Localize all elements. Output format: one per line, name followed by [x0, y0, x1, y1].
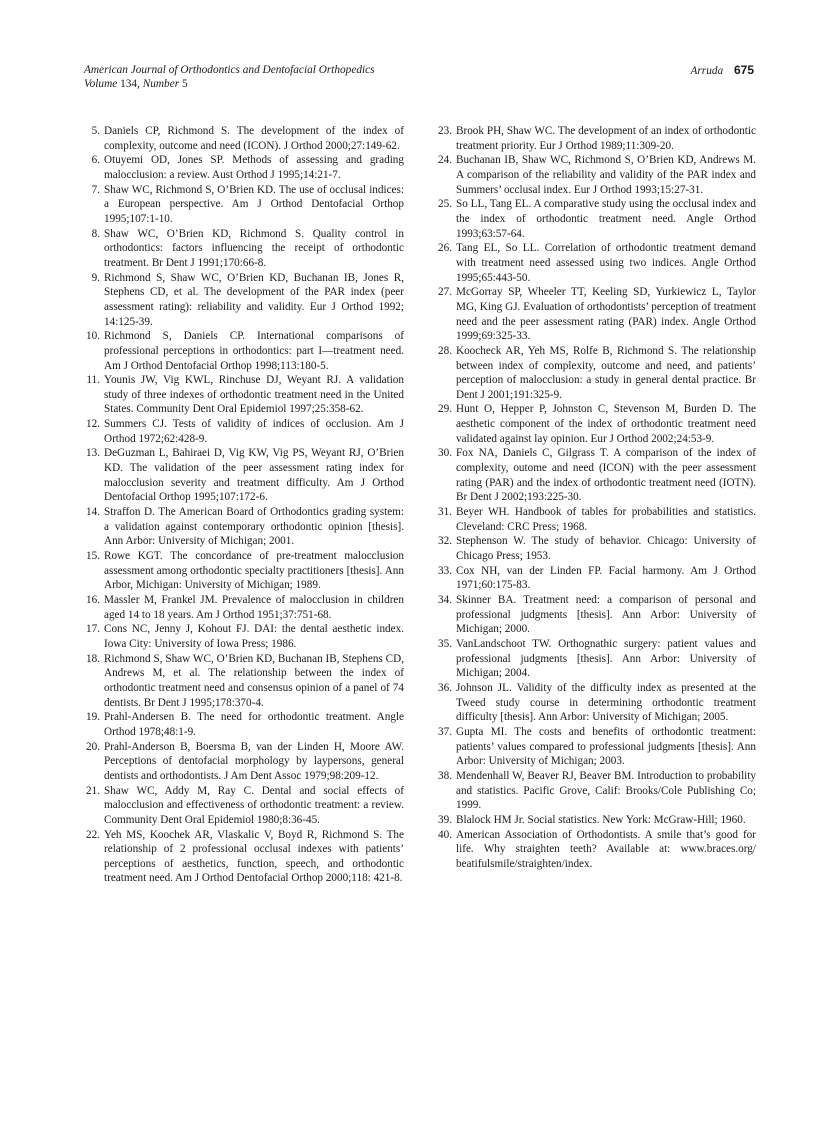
- reference-item: [84, 153, 404, 182]
- reference-number: 14.: [86, 506, 100, 519]
- reference-number: 16.: [86, 594, 100, 606]
- reference-text: Richmond S, Daniels CP. International comparisons of professional perceptions in orthodontics: part I—treatment need. Am J Orthod Dentofacial Orthop 1998;113:180-5.: [104, 330, 404, 372]
- reference-text: Richmond S, Shaw WC, O’Brien KD, Buchanan IB, Stephens CD, Andrews M, et al. The relationship between the index of orthodontic treatment need and consensus opinion of a panel of 74 dentists. Br Dent J 1995;178:370-4.: [104, 652, 404, 709]
- reference-number: 7.: [91, 183, 100, 196]
- reference-item: [436, 534, 756, 563]
- reference-text: Cox NH, van der Linden FP. Facial harmony. Am J Orthod 1971;60:175-83.: [456, 564, 756, 592]
- reference-number: 33.: [438, 564, 452, 577]
- reference-item: [84, 329, 404, 373]
- references-left-column: [84, 124, 404, 886]
- reference-text: Prahl-Anderson B, Boersma B, van der Linden H, Moore AW. Perceptions of dentofacial morphology by laypersons, general dentists and orthodontists. J Am Dent Assoc 1979;98:209-12.: [104, 740, 404, 782]
- reference-item: [84, 417, 404, 446]
- reference-number: 26.: [438, 242, 452, 255]
- reference-item: [84, 183, 404, 227]
- journal-title: American Journal of Orthodontics and Dentofacial Orthopedics: [84, 64, 375, 76]
- reference-number: 27.: [438, 286, 452, 299]
- reference-text: Otuyemi OD, Jones SP. Methods of assessing and grading malocclusion: a review. Aust Orthod J 1995;14:21-7.: [104, 154, 404, 181]
- reference-item: [436, 813, 756, 828]
- reference-number: 24.: [438, 154, 452, 167]
- reference-item: [436, 402, 756, 446]
- reference-text: Yeh MS, Koochek AR, Vlaskalic V, Boyd R, Richmond S. The relationship of 2 professional occlusal indexes with patients’ perceptions of aesthetics, function, speech, and orthodontic treatment need. Am J Orthod Dentofacial Orthop 2000;118: 421-8.: [104, 828, 404, 885]
- reference-number: 34.: [438, 594, 452, 606]
- reference-number: 30.: [438, 447, 452, 460]
- reference-number: 6.: [91, 154, 100, 167]
- reference-item: [84, 549, 404, 593]
- reference-number: 5.: [91, 125, 100, 137]
- reference-text: Shaw WC, Addy M, Ray C. Dental and social effects of malocclusion and effectiveness of orthodontic treatment: a review. Community Dent Oral Epidemiol 1980;8:36-45.: [104, 784, 404, 826]
- reference-text: Prahl-Andersen B. The need for orthodontic treatment. Angle Orthod 1978;48:1-9.: [104, 711, 404, 738]
- references-right-column: [436, 124, 756, 871]
- reference-number: 9.: [91, 271, 100, 284]
- reference-text: Mendenhall W, Beaver RJ, Beaver BM. Introduction to probability and statistics. Pacific Grove, Calif: Brooks/Cole Publishing Co; 1999.: [456, 769, 756, 812]
- number-label: Number: [142, 77, 180, 90]
- reference-item: [436, 241, 756, 285]
- reference-text: Gupta MI. The costs and benefits of orthodontic treatment: patients’ values compared to professional judgments [thesis]. Ann Arbor: University of Michigan; 2003.: [456, 725, 756, 768]
- reference-item: [84, 373, 404, 417]
- reference-item: [84, 622, 404, 651]
- issue-number: 5: [181, 77, 188, 90]
- reference-number: 23.: [438, 125, 452, 137]
- reference-number: 18.: [86, 652, 100, 665]
- reference-item: [84, 710, 404, 739]
- reference-text: Stephenson W. The study of behavior. Chicago: University of Chicago Press; 1953.: [456, 535, 756, 563]
- reference-text: Straffon D. The American Board of Orthodontics grading system: a validation against contemporary orthodontic opinion [thesis]. Ann Arbor: University of Michigan; 2001.: [104, 506, 404, 548]
- reference-number: 32.: [438, 535, 452, 548]
- reference-number: 28.: [438, 344, 452, 357]
- reference-item: [84, 593, 404, 622]
- reference-number: 8.: [91, 227, 100, 240]
- reference-text: Summers CJ. Tests of validity of indices of occlusion. Am J Orthod 1972;62:428-9.: [104, 418, 404, 445]
- running-header-journal: [84, 64, 375, 91]
- reference-number: 39.: [438, 813, 452, 826]
- reference-text: Shaw WC, O’Brien KD, Richmond S. Quality control in orthodontics: factors influencing the receipt of orthodontic treatment. Br Dent J 1991;170:66-8.: [104, 227, 404, 269]
- reference-text: Koocheck AR, Yeh MS, Rolfe B, Richmond S. The relationship between index of complexity, outcome and need, and patients’ perception of malocclusion: a study in general dental practice. Br Dent J 2001;191:325-9.: [456, 344, 756, 401]
- reference-item: [84, 124, 404, 153]
- reference-text: DeGuzman L, Bahiraei D, Vig KW, Vig PS, Weyant RJ, O’Brien KD. The validation of the peer assessment rating index for malocclusion severity and treatment difficulty. Am J Orthod Dentofacial Orthop 1995;107:172-6.: [104, 447, 404, 504]
- reference-item: [436, 725, 756, 769]
- reference-text: Fox NA, Daniels C, Gilgrass T. A comparison of the index of complexity, outome and need (ICON) with the peer assessment rating (PAR) and the index of orthodontic treatment need (IOTN). Br Dent J 2002;193:225-30.: [456, 447, 756, 504]
- reference-number: 29.: [438, 403, 452, 416]
- reference-item: [84, 271, 404, 330]
- reference-text: Blalock HM Jr. Social statistics. New York: McGraw-Hill; 1960.: [456, 813, 746, 826]
- reference-text: Daniels CP, Richmond S. The development of the index of complexity, outcome and need (ICON). J Orthod 2000;27:149-62.: [104, 125, 404, 152]
- reference-item: [436, 769, 756, 813]
- reference-number: 36.: [438, 681, 452, 694]
- reference-number: 40.: [438, 828, 452, 841]
- reference-number: 19.: [86, 711, 100, 724]
- reference-item: [84, 652, 404, 711]
- reference-item: [84, 828, 404, 887]
- reference-item: [436, 681, 756, 725]
- reference-text: Rowe KGT. The concordance of pre-treatment malocclusion assessment among orthodontic specialty practitioners [thesis]. Ann Arbor, Michigan: University of Michigan; 1989.: [104, 550, 404, 592]
- reference-item: [84, 227, 404, 271]
- reference-number: 20.: [86, 740, 100, 753]
- reference-item: [436, 828, 756, 872]
- reference-number: 17.: [86, 623, 100, 636]
- reference-text: McGorray SP, Wheeler TT, Keeling SD, Yurkiewicz L, Taylor MG, King GJ. Evaluation of orthodontists’ perception of treatment need and the peer assessment rating (PAR) index. Angle Orthod 1999;69:325-33.: [456, 286, 756, 343]
- reference-text: VanLandschoot TW. Orthognathic surgery: patient values and professional judgments [thesis]. Ann Arbor: University of Michigan; 2004.: [456, 637, 756, 680]
- reference-text: Beyer WH. Handbook of tables for probabilities and statistics. Cleveland: CRC Press; 1968.: [456, 506, 756, 533]
- reference-item: [436, 285, 756, 344]
- reference-text: Younis JW, Vig KWL, Rinchuse DJ, Weyant RJ. A validation study of three indexes of orthodontic treatment need in the United States. Community Dent Oral Epidemiol 1997;25:358-62.: [104, 374, 404, 416]
- reference-number: 21.: [86, 784, 100, 797]
- reference-number: 22.: [86, 828, 100, 841]
- reference-number: 11.: [86, 374, 100, 387]
- reference-item: [436, 593, 756, 637]
- running-header-author: [691, 64, 755, 79]
- reference-item: [436, 564, 756, 593]
- reference-number: 35.: [438, 637, 452, 650]
- reference-item: [436, 637, 756, 681]
- reference-item: [436, 344, 756, 403]
- author-name: Arruda: [690, 65, 724, 77]
- volume-line: [84, 78, 375, 92]
- reference-number: 15.: [86, 550, 100, 563]
- reference-text: Cons NC, Jenny J, Kohout FJ. DAI: the dental aesthetic index. Iowa City: University of Iowa Press; 1986.: [104, 623, 404, 650]
- reference-number: 37.: [438, 725, 452, 738]
- page-number: 675: [733, 63, 754, 77]
- reference-text: Johnson JL. Validity of the difficulty index as presented at the Tweed study course in determining orthodontic treatment difficulty [thesis]. Ann Arbor: University of Michigan; 2005.: [456, 681, 756, 724]
- reference-item: [436, 505, 756, 534]
- reference-number: 10.: [86, 330, 100, 343]
- reference-item: [436, 446, 756, 505]
- reference-text: Brook PH, Shaw WC. The development of an index of orthodontic treatment priority. Eur J Orthod 1989;11:309-20.: [456, 125, 756, 152]
- reference-number: 12.: [86, 418, 100, 431]
- reference-item: [436, 124, 756, 153]
- reference-text: Skinner BA. Treatment need: a comparison of personal and professional judgments [thesis]. Ann Arbor: University of Michigan; 2000.: [456, 594, 756, 636]
- reference-text: American Association of Orthodontists. A smile that’s good for life. Why straighten teeth? Available at: www.braces.org/ beatifulsmile/straighten/index.: [456, 828, 756, 870]
- reference-number: 38.: [438, 769, 452, 782]
- reference-item: [84, 740, 404, 784]
- volume-number: 134,: [120, 77, 140, 90]
- reference-text: Hunt O, Hepper P, Johnston C, Stevenson M, Burden D. The aesthetic component of the index of orthodontic treatment need validated against lay opinion. Eur J Orthod 2002;24:53-9.: [456, 403, 756, 445]
- reference-number: 13.: [86, 447, 100, 460]
- reference-number: 25.: [438, 198, 452, 211]
- reference-text: Massler M, Frankel JM. Prevalence of malocclusion in children aged 14 to 18 years. Am J Orthod 1951;37:751-68.: [104, 594, 404, 621]
- reference-item: [84, 784, 404, 828]
- reference-item: [436, 153, 756, 197]
- reference-text: So LL, Tang EL. A comparative study using the occlusal index and the index of orthodontic treatment need. Angle Orthod 1993;63:57-64.: [456, 198, 756, 240]
- reference-item: [84, 446, 404, 505]
- reference-text: Richmond S, Shaw WC, O’Brien KD, Buchanan IB, Jones R, Stephens CD, et al. The development of the PAR index (peer assessment rating): reliability and validity. Eur J Orthod 1992; 14:125-39.: [104, 271, 404, 328]
- reference-number: 31.: [438, 506, 452, 519]
- reference-item: [436, 197, 756, 241]
- reference-text: Tang EL, So LL. Correlation of orthodontic treatment demand with treatment need assessed using two indices. Angle Orthod 1995;65:443-50.: [456, 242, 756, 284]
- reference-text: Buchanan IB, Shaw WC, Richmond S, O’Brien KD, Andrews M. A comparison of the reliability and validity of the PAR index and Summers’ occlusal index. Eur J Orthod 1993;15:27-31.: [456, 154, 756, 196]
- reference-text: Shaw WC, Richmond S, O’Brien KD. The use of occlusal indices: a European perspective. Am J Orthod Dentofacial Orthop 1995;107:1-10.: [104, 183, 404, 225]
- reference-item: [84, 505, 404, 549]
- volume-label: Volume: [84, 77, 118, 90]
